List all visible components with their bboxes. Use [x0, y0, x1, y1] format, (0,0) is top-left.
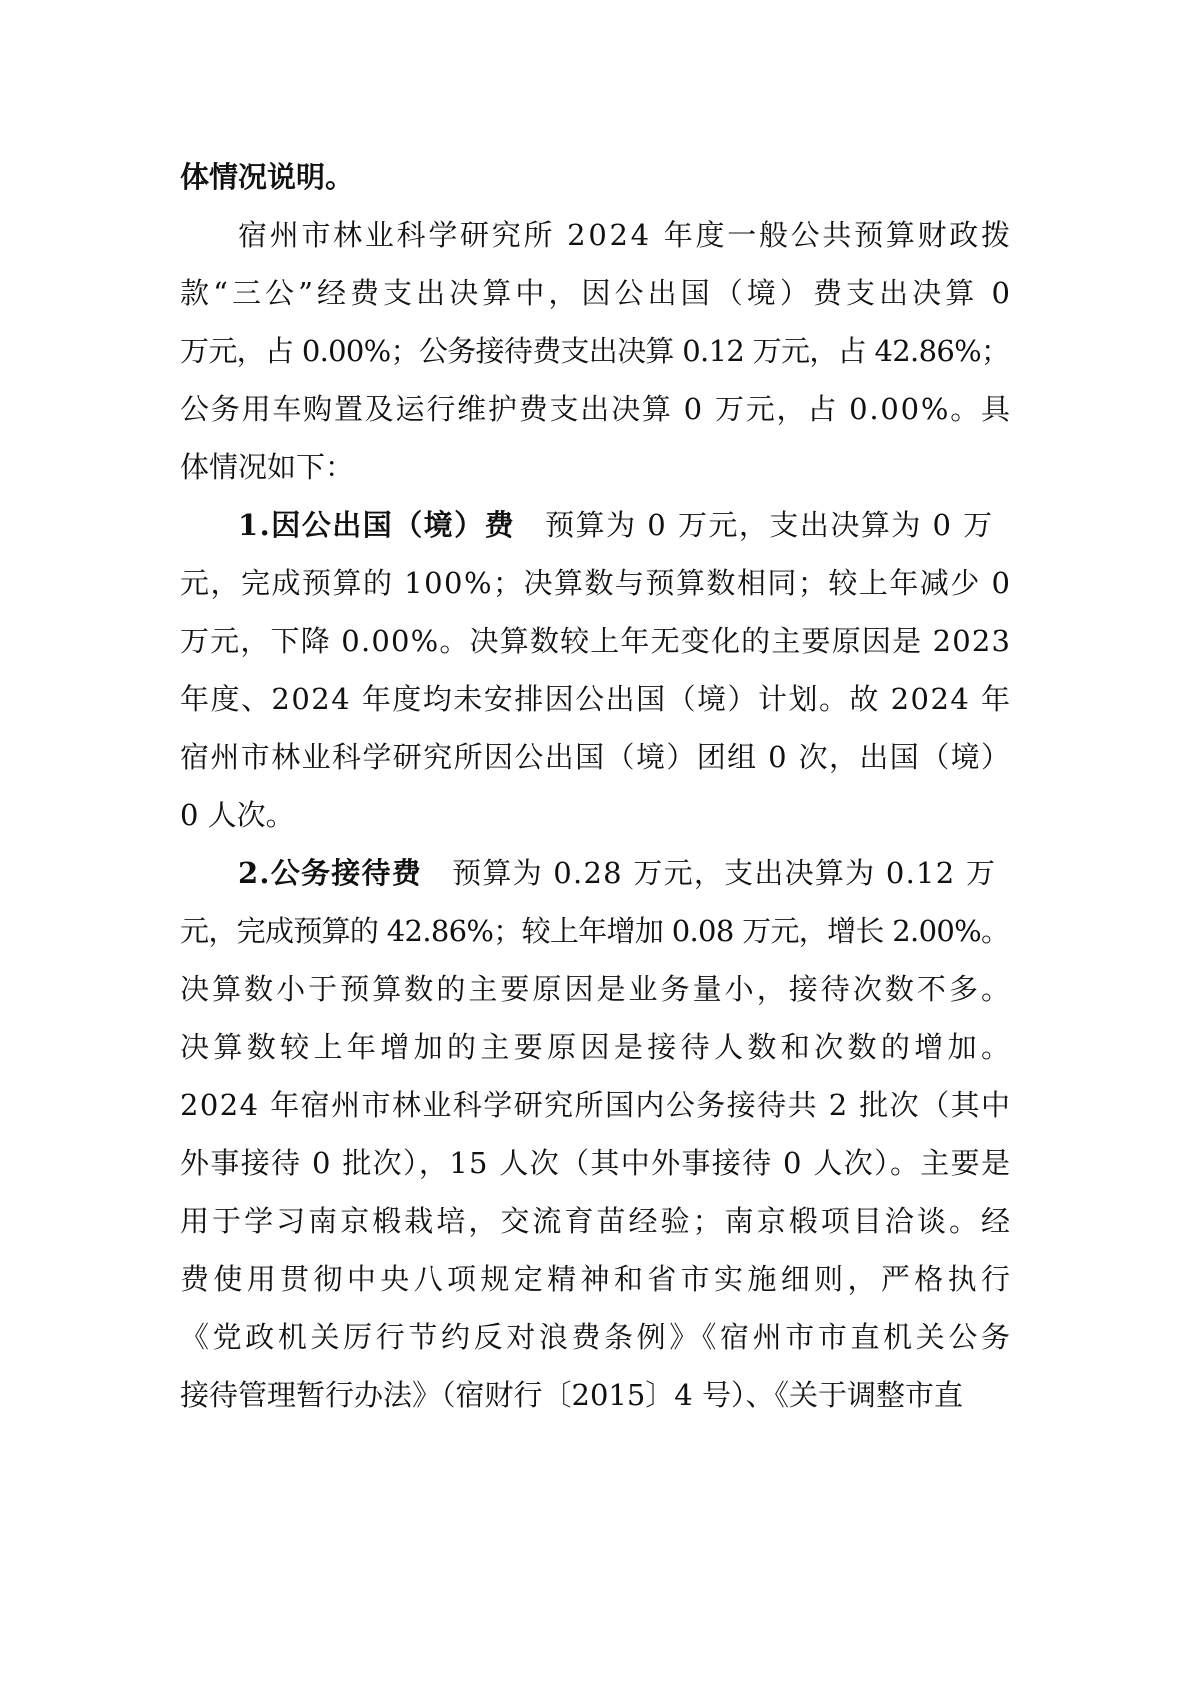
- section-2-line: 《党政机关厉行节约反对浪费条例》《宿州市市直机关公务: [180, 1320, 1014, 1354]
- section-2-paragraph: [180, 844, 1015, 1424]
- section-2-line: 决算数较上年增加的主要原因是接待人数和次数的增加。: [180, 1030, 1015, 1064]
- section-2-heading: 2.公务接待费: [238, 856, 423, 890]
- section-1-line: 元，完成预算的 100%；决算数与预算数相同；较上年减少 0: [180, 566, 1012, 600]
- section-2-line: 2024 年宿州市林业科学研究所国内公务接待共 2 批次（其中: [180, 1088, 1012, 1122]
- section-2-line: 外事接待 0 批次），15 人次（其中外事接待 0 人次）。主要是: [180, 1146, 1012, 1180]
- summary-line: 万元，占 0.00%；公务接待费支出决算 0.12 万元，占 42.86%；: [180, 334, 1010, 368]
- section-1-first-line: [180, 496, 1010, 554]
- section-2-line: 元，完成预算的 42.86%；较上年增加 0.08 万元，增长 2.00%。: [180, 914, 1010, 948]
- section-1-heading: 1.因公出国（境）费: [238, 508, 516, 542]
- section-2-line: 用于学习南京椴栽培，交流育苗经验；南京椴项目洽谈。经: [180, 1204, 1014, 1238]
- section-2-line: 决算数小于预算数的主要原因是业务量小，接待次数不多。: [180, 972, 1014, 1006]
- section-1-paragraph: [180, 496, 1010, 844]
- section-1-first-line-rest: 预算为 0 万元，支出决算为 0 万: [545, 508, 994, 542]
- summary-line: 公务用车购置及运行维护费支出决算 0 万元，占 0.00%。具: [180, 392, 1012, 426]
- section-2-line: 接待管理暂行办法》（宿财行〔2015〕4 号）、《关于调整市直: [180, 1378, 963, 1412]
- section-2-first-line-rest: 预算为 0.28 万元，支出决算为 0.12 万: [452, 856, 997, 890]
- document-page: [180, 148, 1015, 1424]
- summary-line: 体情况如下：: [180, 450, 355, 484]
- section-1-line: 0 人次。: [180, 798, 295, 832]
- section-1-line: 宿州市林业科学研究所因公出国（境）团组 0 次，出国（境）: [180, 740, 1012, 774]
- intro-tail: [180, 148, 1010, 206]
- summary-paragraph: [180, 206, 1015, 496]
- summary-line: 宿州市林业科学研究所 2024 年度一般公共预算财政拨: [238, 218, 1013, 252]
- summary-line: 款“三公”经费支出决算中，因公出国（境）费支出决算 0: [180, 276, 1015, 310]
- section-2-first-line: [180, 844, 1010, 902]
- section-1-line: 万元，下降 0.00%。决算数较上年无变化的主要原因是 2023: [180, 624, 1012, 658]
- section-2-line: 费使用贯彻中央八项规定精神和省市实施细则，严格执行: [180, 1262, 1015, 1296]
- section-1-line: 年度、2024 年度均未安排因公出国（境）计划。故 2024 年: [180, 682, 1012, 716]
- intro-tail-text: 体情况说明。: [180, 160, 355, 194]
